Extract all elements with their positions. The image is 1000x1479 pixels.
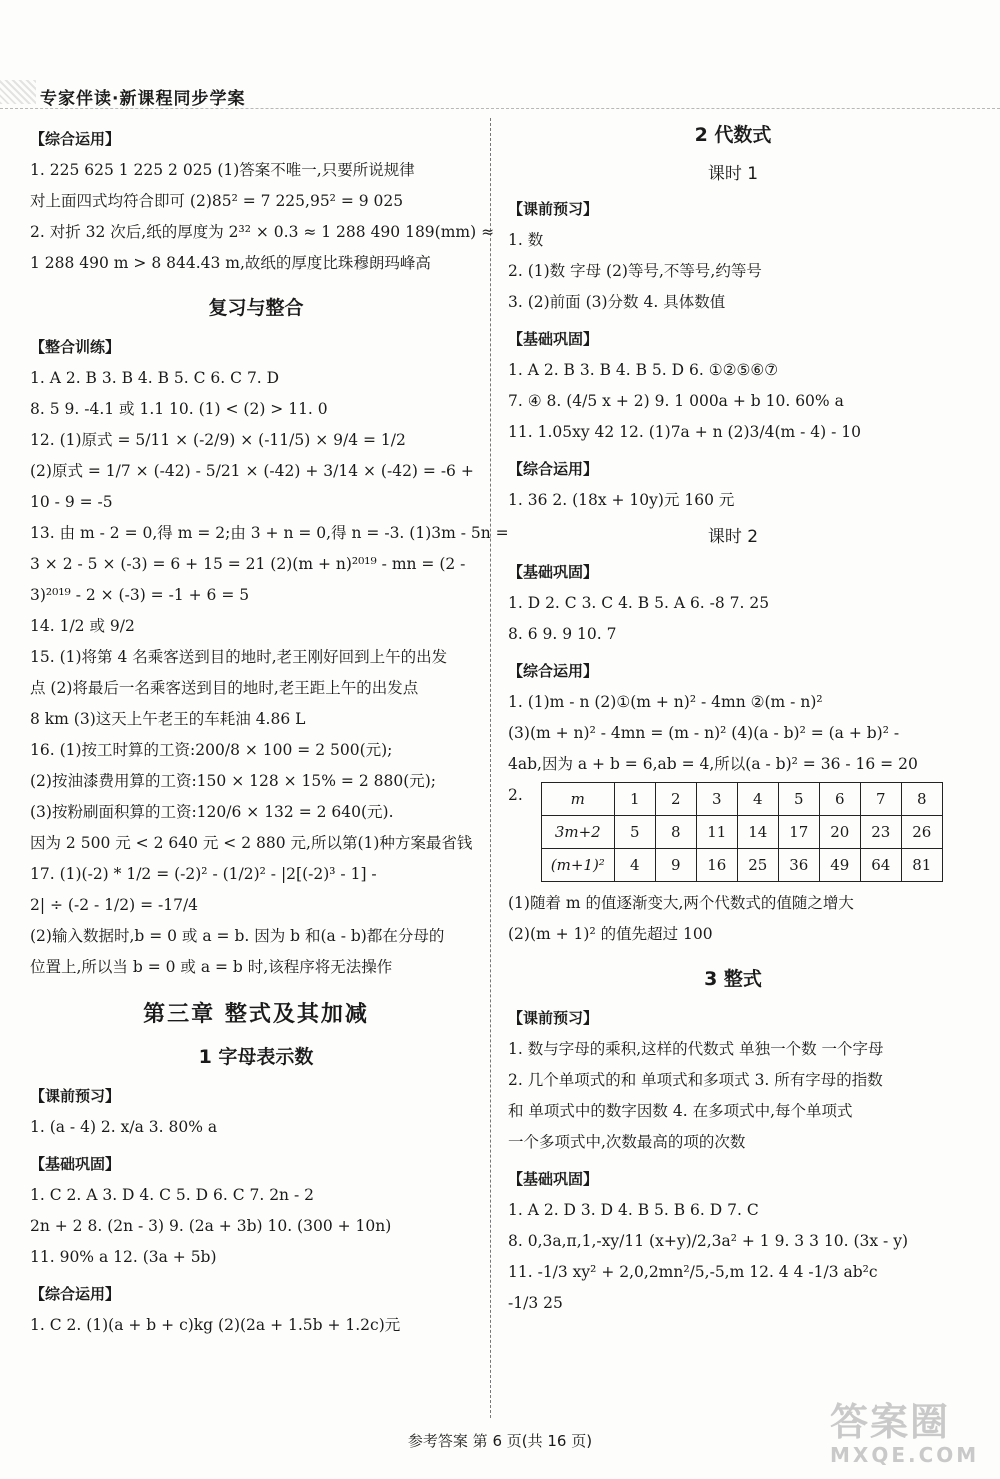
table-cell: 5 — [778, 783, 819, 816]
answer-line: 8 km (3)这天上午老王的车耗油 4.86 L — [30, 710, 306, 728]
answer-line: 1. (a - 4) 2. x/a 3. 80% a — [30, 1118, 218, 1136]
watermark-logo — [830, 1400, 990, 1472]
answer-block — [508, 888, 958, 950]
answer-line: 一个多项式中,次数最高的项的次数 — [508, 1133, 746, 1151]
answer-line: (2)(m + 1)² 的值先超过 100 — [508, 925, 713, 943]
answer-line: 1. 数与字母的乘积,这样的代数式 单独一个数 一个字母 — [508, 1040, 884, 1058]
answer-line: 12. (1)原式 = 5/11 × (-2/9) × (-11/5) × 9/4 = 1/2 — [30, 431, 406, 449]
table-row — [541, 849, 942, 882]
table-cell: 23 — [860, 816, 901, 849]
section-tag: 【基础巩固】 — [508, 563, 599, 581]
answer-line: 1 288 490 m > 8 844.43 m,故纸的厚度比珠穆朗玛峰高 — [30, 254, 431, 272]
answer-line: 17. (1)(-2) * 1/2 = (-2)² - (1/2)² - |2[(-2)³ - 1] - — [30, 865, 377, 883]
answer-line: 1. A 2. B 3. B 4. B 5. D 6. ①②⑤⑥⑦ — [508, 361, 779, 379]
answer-block — [30, 1112, 482, 1143]
answer-block — [30, 1180, 482, 1273]
table-cell: 36 — [778, 849, 819, 882]
answer-line: (2)按油漆费用算的工资:150 × 128 × 15% = 2 880(元); — [30, 772, 437, 790]
answer-line: 因为 2 500 元 < 2 640 元 < 2 880 元,所以第(1)种方案最省钱 — [30, 834, 473, 852]
answer-line: 和 单项式中的数字因数 4. 在多项式中,每个单项式 — [508, 1102, 853, 1120]
answer-line: 2. (1)数 字母 (2)等号,不等号,约等号 — [508, 262, 762, 280]
answer-line: 1. C 2. (1)(a + b + c)kg (2)(2a + 1.5b + 1.2c)元 — [30, 1316, 401, 1334]
answer-line: 1. A 2. D 3. D 4. B 5. B 6. D 7. C — [508, 1201, 759, 1219]
answer-line: 11. -1/3 xy² + 2,0,2mn²/5,-5,m 12. 4 4 -1/3 ab²c — [508, 1263, 878, 1281]
table-cell: 26 — [901, 816, 942, 849]
answer-block — [30, 363, 509, 983]
table-cell: 81 — [901, 849, 942, 882]
answer-line: -1/3 25 — [508, 1294, 563, 1312]
section-tag: 【综合运用】 — [508, 460, 599, 478]
answer-line: (3)按粉刷面积算的工资:120/6 × 132 = 2 640(元). — [30, 803, 394, 821]
table-label: 2. — [508, 786, 523, 804]
watermark-text: 答案圈 — [830, 1400, 951, 1444]
answer-line: 3)²⁰¹⁹ - 2 × (-3) = -1 + 6 = 5 — [30, 586, 250, 604]
answer-line: 8. 6 9. 9 10. 7 — [508, 625, 617, 643]
section-title: 3 整式 — [704, 968, 762, 990]
table-cell: m — [541, 783, 614, 816]
section-tag: 【整合训练】 — [30, 338, 121, 356]
section-tag: 【课前预习】 — [30, 1087, 121, 1105]
answer-block — [508, 485, 958, 516]
table-cell: 1 — [614, 783, 655, 816]
answer-line: 14. 1/2 或 9/2 — [30, 617, 135, 635]
answer-line: 15. (1)将第 4 名乘客送到目的地时,老王刚好回到上午的出发 — [30, 648, 448, 666]
answer-line: 1. D 2. C 3. C 4. B 5. A 6. -8 7. 25 — [508, 594, 770, 612]
section-tag: 【综合运用】 — [30, 130, 121, 148]
table-cell: 6 — [819, 783, 860, 816]
watermark-url: MXQE.COM — [830, 1443, 980, 1467]
section-title: 2 代数式 — [694, 124, 772, 146]
table-wrapper — [508, 780, 958, 888]
answer-line: 1. C 2. A 3. D 4. C 5. D 6. C 7. 2n - 2 — [30, 1186, 314, 1204]
answer-line: 1. 225 625 1 225 2 025 (1)答案不唯一,只要所说规律 — [30, 161, 415, 179]
table-cell: 16 — [696, 849, 737, 882]
table-cell: 2 — [655, 783, 696, 816]
answer-line: 1. A 2. B 3. B 4. B 5. C 6. C 7. D — [30, 369, 280, 387]
answer-line: 11. 90% a 12. (3a + 5b) — [30, 1248, 217, 1266]
answer-line: 8. 5 9. -4.1 或 1.1 10. (1) < (2) > 11. 0 — [30, 400, 328, 418]
table-cell: 8 — [655, 816, 696, 849]
answer-line: 1. 数 — [508, 231, 544, 249]
right-column — [508, 118, 958, 1419]
answer-line: 11. 1.05xy 42 12. (1)7a + n (2)3/4(m - 4) - 10 — [508, 423, 862, 441]
lesson-title: 课时 2 — [707, 527, 759, 547]
answer-line: 2. 对折 32 次后,纸的厚度为 2³² × 0.3 ≈ 1 288 490 189(mm) ≈ — [30, 223, 495, 241]
answer-block — [508, 1195, 958, 1319]
column-divider — [490, 118, 491, 1418]
answer-block — [30, 155, 495, 279]
section-tag: 【课前预习】 — [508, 200, 599, 218]
answer-line: 16. (1)按工时算的工资:200/8 × 100 = 2 500(元); — [30, 741, 393, 759]
table-cell: 14 — [737, 816, 778, 849]
values-table — [541, 782, 943, 882]
answer-line: 2. 几个单项式的和 单项式和多项式 3. 所有字母的指数 — [508, 1071, 883, 1089]
answer-line: (2)原式 = 1/7 × (-42) - 5/21 × (-42) + 3/14 × (-42) = -6 + — [30, 462, 474, 480]
table-row — [541, 783, 942, 816]
table-cell: 25 — [737, 849, 778, 882]
answer-line: 2n + 2 8. (2n - 3) 9. (2a + 3b) 10. (300 + 10n) — [30, 1217, 392, 1235]
answer-block — [508, 1034, 958, 1158]
section-tag: 【基础巩固】 — [508, 1170, 599, 1188]
table-cell: 3m+2 — [541, 816, 614, 849]
answer-block — [508, 355, 958, 448]
table-cell: 3 — [696, 783, 737, 816]
answer-block — [508, 588, 958, 650]
answer-line: 8. 0,3a,π,1,-xy/11 (x+y)/2,3a² + 1 9. 3 3 10. (3x - y) — [508, 1232, 908, 1250]
table-cell: (m+1)² — [541, 849, 614, 882]
section-tag: 【基础巩固】 — [30, 1155, 121, 1173]
answer-block — [508, 225, 958, 318]
left-column — [30, 118, 509, 1419]
table-cell: 17 — [778, 816, 819, 849]
header-decoration — [0, 80, 36, 104]
answer-line: 7. ④ 8. (4/5 x + 2) 9. 1 000a + b 10. 60% a — [508, 392, 844, 410]
table-cell: 11 — [696, 816, 737, 849]
answer-line: 3 × 2 - 5 × (-3) = 6 + 15 = 21 (2)(m + n)²⁰¹⁹ - mn = (2 - — [30, 555, 466, 573]
table-cell: 5 — [614, 816, 655, 849]
answer-line: 对上面四式均符合即可 (2)85² = 7 225,95² = 9 025 — [30, 192, 404, 210]
section-tag: 【课前预习】 — [508, 1009, 599, 1027]
answer-line: 4ab,因为 a + b = 6,ab = 4,所以(a - b)² = 36 - 16 = 20 — [508, 755, 918, 773]
answer-line: 2| ÷ (-2 - 1/2) = -17/4 — [30, 896, 199, 914]
answer-line: 位置上,所以当 b = 0 或 a = b 时,该程序将无法操作 — [30, 958, 393, 976]
answer-line: 3. (2)前面 (3)分数 4. 具体数值 — [508, 293, 726, 311]
table-cell: 20 — [819, 816, 860, 849]
table-cell: 4 — [737, 783, 778, 816]
table-cell: 64 — [860, 849, 901, 882]
answer-block — [30, 1310, 482, 1341]
answer-line: 10 - 9 = -5 — [30, 493, 113, 511]
section-tag: 【基础巩固】 — [508, 330, 599, 348]
answer-line: (3)(m + n)² - 4mn = (m - n)² (4)(a - b)² = (a + b)² - — [508, 724, 900, 742]
answer-line: (2)输入数据时,b = 0 或 a = b. 因为 b 和(a - b)都在分母的 — [30, 927, 445, 945]
review-title: 复习与整合 — [208, 297, 304, 319]
table-row — [541, 816, 942, 849]
section-tag: 【综合运用】 — [508, 662, 599, 680]
table-cell: 7 — [860, 783, 901, 816]
answer-line: 13. 由 m - 2 = 0,得 m = 2;由 3 + n = 0,得 n = -3. (1)3m - 5n = — [30, 524, 509, 542]
table-cell: 49 — [819, 849, 860, 882]
answer-line: 1. (1)m - n (2)①(m + n)² - 4mn ②(m - n)² — [508, 693, 823, 711]
page-footer: 参考答案 第 6 页(共 16 页) — [407, 1432, 593, 1450]
page-header — [0, 0, 1000, 109]
answer-line: (1)随着 m 的值逐渐变大,两个代数式的值随之增大 — [508, 894, 854, 912]
header-title: 专家伴读·新课程同步学案 — [40, 89, 246, 109]
lesson-title: 课时 1 — [707, 164, 759, 184]
table-cell: 9 — [655, 849, 696, 882]
answer-block — [508, 687, 958, 780]
section-title: 1 字母表示数 — [198, 1046, 314, 1068]
chapter-title: 第三章 整式及其加减 — [143, 1002, 369, 1027]
answer-line: 点 (2)将最后一名乘客送到目的地时,老王距上午的出发点 — [30, 679, 419, 697]
section-tag: 【综合运用】 — [30, 1285, 121, 1303]
table-cell: 8 — [901, 783, 942, 816]
table-cell: 4 — [614, 849, 655, 882]
answer-line: 1. 36 2. (18x + 10y)元 160 元 — [508, 491, 735, 509]
